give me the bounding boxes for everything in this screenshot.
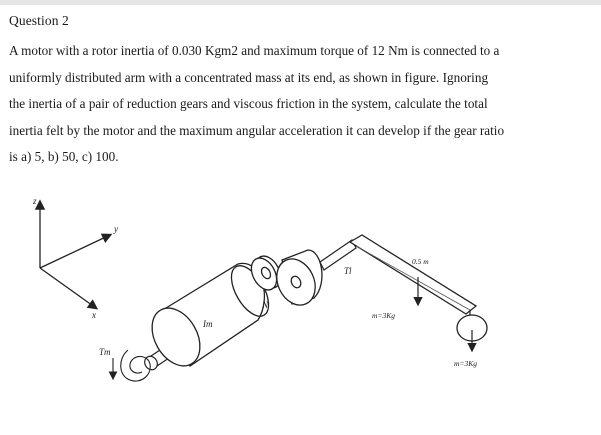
question-line: is a) 5, b) 50, c) 100. <box>9 149 119 165</box>
question-title: Question 2 <box>9 13 69 28</box>
system-figure <box>0 180 601 435</box>
z-axis-label: z <box>33 196 37 206</box>
arm-length-label: 0.5 m <box>412 257 429 266</box>
question-line: uniformly distributed arm with a concentrated mass at its end, as shown in figure. Ignoring <box>9 69 489 85</box>
gear-ratio-label: N <box>262 300 269 310</box>
end-mass <box>457 310 487 350</box>
coordinate-axes <box>40 202 110 308</box>
load-torque-label: Tl <box>344 266 352 276</box>
question-line: the inertia of a pair of reduction gears and viscous friction in the system, calculate the total <box>9 96 488 112</box>
end-mass-label: m=3Kg <box>454 359 477 368</box>
motor-arm-diagram <box>0 180 601 435</box>
motor-torque-label: Tm <box>99 347 111 357</box>
arm <box>350 235 476 314</box>
y-axis-label: y <box>114 224 118 234</box>
motor-inertia-label: Im <box>203 319 213 329</box>
question-line: A motor with a rotor inertia of 0.030 Kgm2 and maximum torque of 12 Nm is connected to a <box>9 43 500 58</box>
question-body <box>9 38 599 171</box>
y-axis-line <box>40 235 110 268</box>
x-axis-label: x <box>92 310 96 320</box>
top-border <box>0 0 601 5</box>
x-axis-line <box>40 268 96 308</box>
arm-mass-label: m=3Kg <box>372 311 395 320</box>
question-line: inertia felt by the motor and the maximum angular acceleration it can develop if the gear ratio <box>9 122 505 138</box>
